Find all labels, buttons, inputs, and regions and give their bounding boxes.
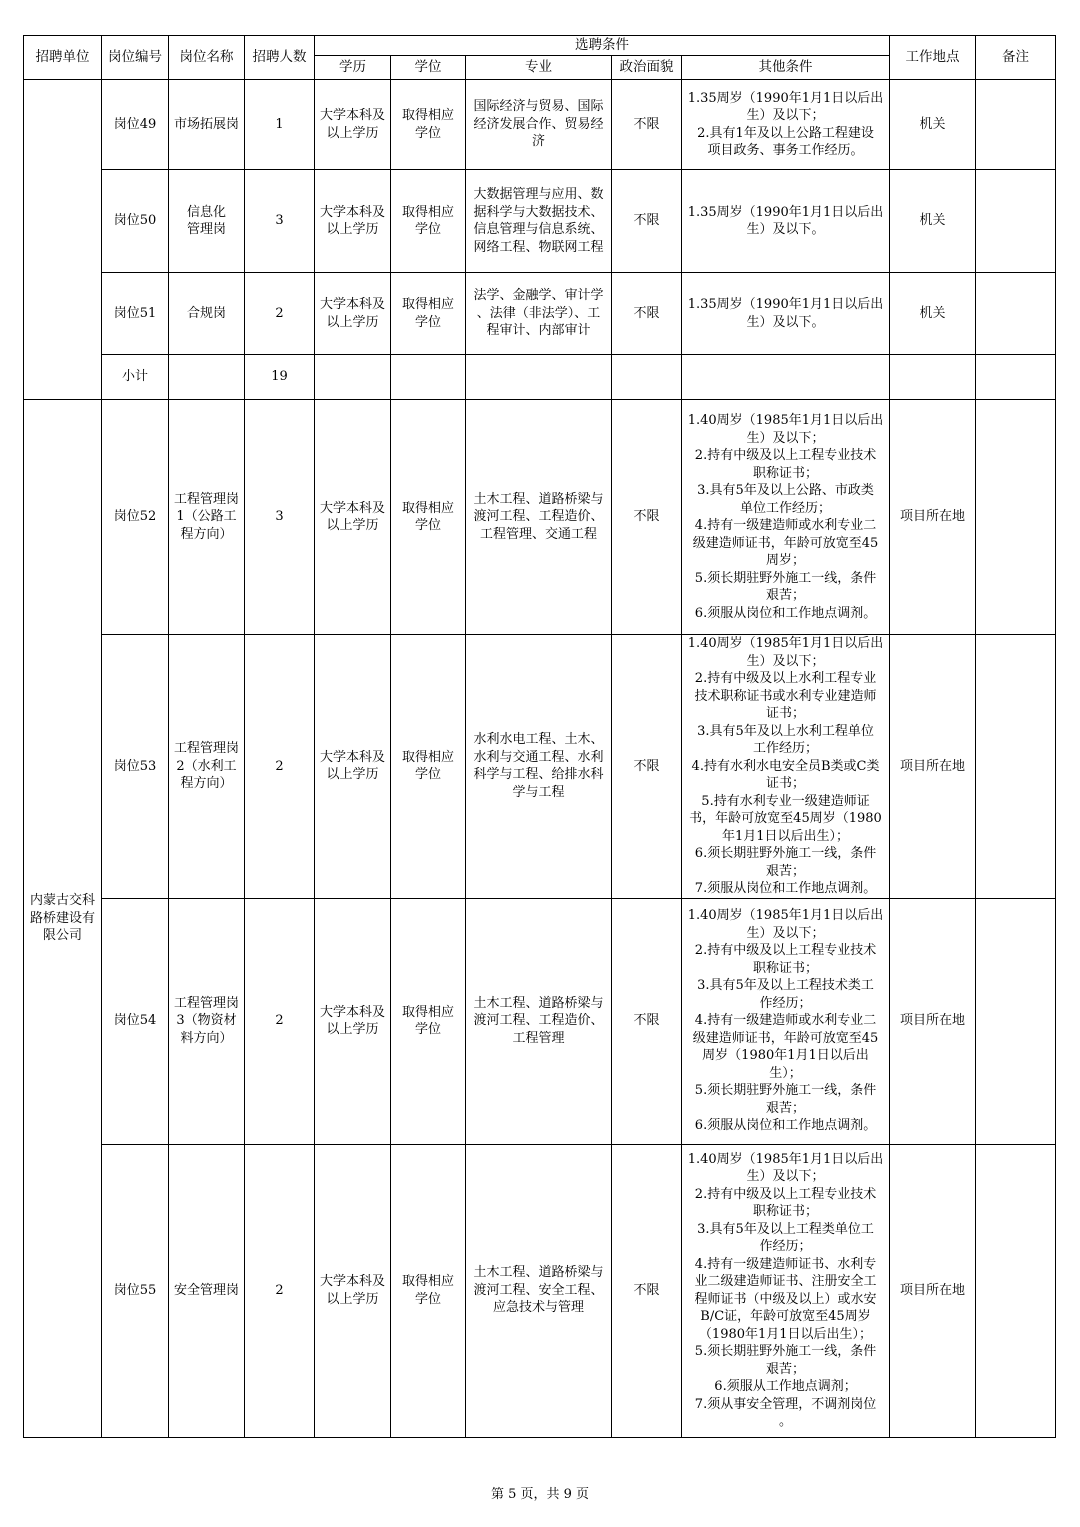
text-line: 学位	[414, 314, 441, 330]
text-line: 工程管理	[512, 1030, 565, 1046]
cell-empty	[682, 355, 890, 400]
cell-other	[682, 1144, 890, 1437]
text-line: 2（水利工	[176, 758, 237, 774]
header-name: 岗位名称	[169, 36, 245, 80]
text-line: 大学本科及	[319, 1274, 385, 1289]
table-row	[24, 1144, 1056, 1437]
text-line: 土木工程、道路桥梁与	[473, 491, 604, 507]
text-line: 以上学历	[326, 222, 379, 237]
text-line: 1.35周岁（1990年1月1日以后出	[687, 297, 884, 312]
cell-edu	[315, 1144, 391, 1437]
text-line: 科学与工程、给排水科	[473, 767, 604, 783]
text-line: 市场拓展岗	[173, 116, 239, 132]
text-line: 水利与交通工程、水利	[473, 749, 604, 765]
text-line: 渡河工程、安全工程、	[473, 1282, 604, 1298]
cell-political: 不限	[612, 273, 682, 355]
text-line: 学位	[414, 125, 441, 141]
text-line: 取得相应	[401, 204, 454, 220]
text-line: 大学本科及	[319, 108, 385, 123]
cell-edu	[315, 80, 391, 170]
text-line: 2.持有中级及以上水利工程专业	[694, 671, 877, 686]
text-line: 大学本科及	[319, 749, 385, 765]
text-line: 6.须服从岗位和工作地点调剂。	[694, 605, 877, 621]
table-row	[24, 80, 1056, 170]
text-line: 职称证书；	[752, 960, 818, 976]
text-line: 程师证书（中级及以上）或水安	[694, 1291, 877, 1307]
text-line: 6.须长期驻野外施工一线，条件	[694, 846, 877, 861]
text-line: B/C证，年龄可放宽至45周岁	[700, 1309, 871, 1324]
cell-degree	[391, 170, 466, 273]
text-line: 4.持有一级建造师证书、水利专	[694, 1256, 877, 1272]
text-line: 土木工程、道路桥梁与	[473, 995, 604, 1011]
text-line: 以上学历	[326, 1022, 379, 1037]
page-footer: 第 5 页，共 9 页	[490, 1487, 590, 1502]
text-line: 1.35周岁（1990年1月1日以后出	[687, 90, 884, 106]
text-line: 合规岗	[186, 305, 226, 321]
cell-other	[682, 898, 890, 1144]
cell-degree	[391, 273, 466, 355]
cell-edu	[315, 273, 391, 355]
text-line: 书，年龄可放宽至45周岁（1980	[689, 811, 882, 826]
cell-remark	[976, 898, 1056, 1144]
header-remark: 备注	[976, 36, 1056, 80]
cell-degree	[391, 635, 466, 899]
text-line: 1.40周岁（1985年1月1日以后出	[687, 908, 884, 924]
text-line: 3.具有5年及以上工程技术类工	[697, 978, 874, 994]
text-line: 。	[778, 1414, 792, 1429]
cell-name	[169, 273, 245, 355]
table-row	[24, 898, 1056, 1144]
text-line: 取得相应	[401, 500, 454, 516]
text-line: 艰苦；	[765, 1361, 805, 1377]
cell-count: 3	[245, 170, 315, 273]
text-line: 证书；	[765, 706, 805, 721]
text-line: 工作经历；	[752, 741, 818, 756]
cell-remark	[976, 400, 1056, 635]
text-line: 以上学历	[326, 767, 379, 783]
cell-empty	[315, 355, 391, 400]
text-line: 4.持有一级建造师或水利专业二	[694, 1013, 877, 1029]
text-line: 程方向）	[180, 526, 233, 542]
cell-major	[466, 80, 612, 170]
cell-political: 不限	[612, 80, 682, 170]
text-line: 程方向）	[180, 776, 233, 791]
cell-major	[466, 400, 612, 635]
header-political: 政治面貌	[612, 56, 682, 80]
text-line: 5.持有水利专业一级建造师证	[701, 793, 870, 809]
text-line: 以上学历	[326, 314, 379, 330]
text-line: 工程管理、交通工程	[479, 526, 597, 542]
text-line: 法学、金融学、审计学	[473, 288, 604, 304]
table-row	[24, 273, 1056, 355]
text-line: 路桥建设有	[29, 910, 95, 926]
text-line: 3.具有5年及以上公路、市政类	[697, 483, 874, 498]
text-line: 技术职称证书或水利专业建造师	[694, 688, 877, 704]
text-line: 1.40周岁（1985年1月1日以后出	[687, 1151, 884, 1167]
text-line: 周岁；	[765, 553, 805, 568]
text-line: 2.具有1年及以上公路工程建设	[697, 125, 874, 141]
text-line: 大数据管理与应用、数	[473, 187, 604, 202]
text-line: 生）及以下。	[746, 222, 825, 237]
header-conditions: 选聘条件	[315, 36, 890, 56]
text-line: 级建造师证书，年龄可放宽至45	[692, 1030, 879, 1046]
text-line: 管理岗	[186, 222, 226, 237]
text-line: 生）；	[769, 1065, 802, 1081]
text-line: 生）及以下；	[746, 653, 825, 669]
text-line: 信息化	[186, 204, 226, 220]
cell-major	[466, 170, 612, 273]
cell-edu	[315, 170, 391, 273]
header-code: 岗位编号	[102, 36, 169, 80]
text-line: 大学本科及	[319, 1004, 385, 1020]
text-line: 艰苦；	[765, 1100, 805, 1116]
cell-empty	[466, 355, 612, 400]
table-row	[24, 170, 1056, 273]
cell-location: 机关	[890, 273, 976, 355]
text-line: 限公司	[42, 928, 82, 943]
text-line: 艰苦；	[765, 863, 805, 879]
cell-name	[169, 1144, 245, 1437]
cell-count: 2	[245, 1144, 315, 1437]
text-line: 取得相应	[401, 749, 454, 765]
text-line: 生）及以下。	[746, 314, 825, 330]
text-line: 生）及以下；	[746, 430, 825, 446]
text-line: 学位	[414, 518, 441, 533]
text-line: 3.具有5年及以上水利工程单位	[697, 723, 874, 739]
text-line: 内蒙古交科	[29, 893, 95, 908]
subtotal-label: 小计	[102, 355, 169, 400]
cell-remark	[976, 170, 1056, 273]
text-line: 周岁（1980年1月1日以后出	[702, 1048, 869, 1064]
cell-political: 不限	[612, 1144, 682, 1437]
text-line: 程审计、内部审计	[486, 323, 591, 339]
cell-empty	[890, 355, 976, 400]
subtotal-count: 19	[245, 355, 315, 400]
text-line: 以上学历	[326, 518, 379, 533]
header-degree: 学位	[391, 56, 466, 80]
header-count: 招聘人数	[245, 36, 315, 80]
text-line: 4.持有水利水电安全员B类或C类	[691, 758, 880, 774]
cell-political: 不限	[612, 898, 682, 1144]
cell-unit-2	[24, 400, 102, 1438]
cell-name	[169, 355, 245, 400]
cell-location: 机关	[890, 80, 976, 170]
cell-political: 不限	[612, 170, 682, 273]
text-line: 4.持有一级建造师或水利专业二	[694, 518, 877, 533]
text-line: 1（公路工	[176, 509, 237, 525]
cell-location: 项目所在地	[890, 898, 976, 1144]
cell-remark	[976, 80, 1056, 170]
cell-name	[169, 898, 245, 1144]
text-line: 信息管理与信息系统、	[473, 222, 604, 237]
text-line: 水利水电工程、土木、	[473, 732, 604, 748]
text-line: 取得相应	[401, 108, 454, 123]
header-unit: 招聘单位	[24, 36, 102, 80]
text-line: 单位工作经历；	[739, 500, 831, 516]
text-line: 1.35周岁（1990年1月1日以后出	[687, 204, 884, 220]
cell-degree	[391, 400, 466, 635]
header-other: 其他条件	[682, 56, 890, 80]
text-line: 取得相应	[401, 1004, 454, 1020]
text-line: 学位	[414, 767, 441, 783]
text-line: 取得相应	[401, 1274, 454, 1289]
text-line: 取得相应	[401, 297, 454, 312]
cell-major	[466, 1144, 612, 1437]
text-line: 6.须服从岗位和工作地点调剂。	[694, 1118, 877, 1134]
text-line: 5.须长期驻野外施工一线，条件	[694, 1083, 877, 1099]
cell-code: 岗位55	[102, 1144, 169, 1437]
header-major: 专业	[466, 56, 612, 80]
cell-major	[466, 898, 612, 1144]
cell-degree	[391, 898, 466, 1144]
cell-edu	[315, 898, 391, 1144]
cell-other	[682, 170, 890, 273]
text-line: 作经历；	[759, 995, 812, 1011]
cell-name	[169, 635, 245, 899]
text-line: 2.持有中级及以上工程专业技术	[694, 1186, 877, 1202]
cell-other	[682, 400, 890, 635]
cell-count: 2	[245, 273, 315, 355]
cell-unit-1	[24, 80, 102, 400]
cell-count: 3	[245, 400, 315, 635]
cell-other	[682, 273, 890, 355]
cell-code: 岗位53	[102, 635, 169, 899]
cell-empty	[391, 355, 466, 400]
cell-code: 岗位54	[102, 898, 169, 1144]
table-body	[24, 80, 1056, 1438]
text-line: 安全管理岗	[173, 1282, 239, 1298]
text-line: 以上学历	[326, 125, 379, 141]
text-line: 大学本科及	[319, 204, 385, 220]
cell-count: 2	[245, 635, 315, 899]
cell-location: 项目所在地	[890, 635, 976, 899]
recruitment-table	[23, 35, 1056, 1438]
cell-other	[682, 80, 890, 170]
text-line: 网络工程、物联网工程	[473, 239, 604, 255]
text-line: 职称证书；	[752, 465, 818, 481]
text-line: 生）及以下；	[746, 1169, 825, 1184]
text-line: 项目政务、事务工作经历。	[707, 143, 864, 158]
cell-political: 不限	[612, 635, 682, 899]
subtotal-row	[24, 355, 1056, 400]
text-line: 5.须长期驻野外施工一线，条件	[694, 570, 877, 586]
cell-location: 项目所在地	[890, 1144, 976, 1437]
cell-edu	[315, 400, 391, 635]
text-line: 以上学历	[326, 1291, 379, 1307]
text-line: 生）及以下；	[746, 108, 825, 123]
cell-major	[466, 635, 612, 899]
cell-name	[169, 170, 245, 273]
cell-empty	[976, 355, 1056, 400]
cell-remark	[976, 1144, 1056, 1437]
cell-remark	[976, 273, 1056, 355]
cell-degree	[391, 1144, 466, 1437]
text-line: 2.持有中级及以上工程专业技术	[694, 943, 877, 959]
text-line: 职称证书；	[752, 1204, 818, 1219]
text-line: 3.具有5年及以上工程类单位工	[697, 1221, 874, 1237]
text-line: 2.持有中级及以上工程专业技术	[694, 448, 877, 463]
text-line: 生）及以下；	[746, 925, 825, 941]
cell-code: 岗位52	[102, 400, 169, 635]
text-line: 7.须服从岗位和工作地点调剂。	[694, 881, 877, 896]
text-line: 应急技术与管理	[492, 1300, 584, 1316]
text-line: 土木工程、道路桥梁与	[473, 1265, 604, 1281]
cell-count: 2	[245, 898, 315, 1144]
text-line: 业二级建造师证书、注册安全工	[694, 1274, 877, 1289]
cell-location: 项目所在地	[890, 400, 976, 635]
text-line: 经济发展合作、贸易经	[473, 116, 604, 132]
cell-empty	[612, 355, 682, 400]
text-line: 1.40周岁（1985年1月1日以后出	[687, 413, 884, 428]
text-line: 济	[531, 134, 545, 150]
text-line: 级建造师证书，年龄可放宽至45	[692, 535, 879, 551]
text-line: 1.40周岁（1985年1月1日以后出	[687, 636, 884, 651]
text-line: 料方向）	[180, 1030, 233, 1046]
cell-political: 不限	[612, 400, 682, 635]
cell-name	[169, 400, 245, 635]
text-line: 渡河工程、工程造价、	[473, 1013, 604, 1029]
cell-name	[169, 80, 245, 170]
text-line: 5.须长期驻野外施工一线，条件	[694, 1344, 877, 1359]
cell-location: 机关	[890, 170, 976, 273]
cell-major	[466, 273, 612, 355]
text-line: 大学本科及	[319, 500, 385, 516]
text-line: 学位	[414, 1022, 441, 1037]
text-line: 工程管理岗	[173, 741, 239, 756]
text-line: 渡河工程、工程造价、	[473, 509, 604, 525]
cell-other	[682, 635, 890, 899]
text-line: 学位	[414, 222, 441, 237]
cell-remark	[976, 635, 1056, 899]
text-line: 7.须从事安全管理，不调剂岗位	[694, 1396, 877, 1412]
table-row	[24, 635, 1056, 899]
text-line: 国际经济与贸易、国际	[473, 99, 604, 115]
text-line: 工程管理岗	[173, 995, 239, 1011]
text-line: 证书；	[765, 776, 805, 791]
text-line: 作经历；	[759, 1239, 812, 1254]
text-line: 6.须服从工作地点调剂；	[714, 1379, 857, 1394]
text-line: 大学本科及	[319, 297, 385, 312]
header-location: 工作地点	[890, 36, 976, 80]
text-line: 3（物资材	[176, 1013, 237, 1029]
text-line: 据科学与大数据技术、	[473, 204, 604, 220]
text-line: （1980年1月1日以后出生）；	[698, 1326, 873, 1342]
text-line: 年1月1日以后出生）；	[721, 828, 850, 844]
cell-code: 岗位50	[102, 170, 169, 273]
text-line: 艰苦；	[765, 588, 805, 603]
table-row	[24, 400, 1056, 635]
text-line: 工程管理岗	[173, 491, 239, 507]
text-line: 、法律（非法学）、工	[476, 305, 601, 321]
header-edu: 学历	[315, 56, 391, 80]
cell-edu	[315, 635, 391, 899]
text-line: 学位	[414, 1291, 441, 1307]
text-line: 学与工程	[512, 784, 565, 800]
cell-code: 岗位51	[102, 273, 169, 355]
cell-code: 岗位49	[102, 80, 169, 170]
cell-degree	[391, 80, 466, 170]
cell-count: 1	[245, 80, 315, 170]
